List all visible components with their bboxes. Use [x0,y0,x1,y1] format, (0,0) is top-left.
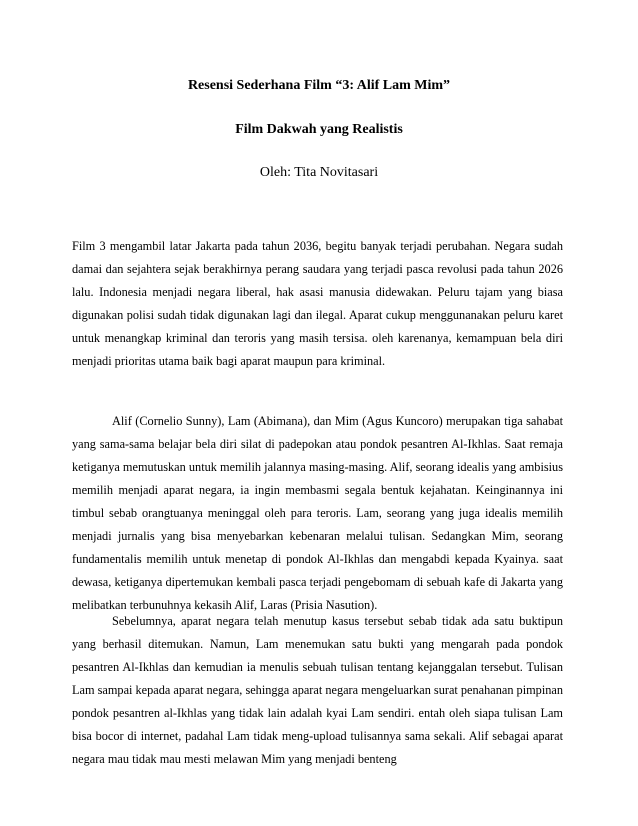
document-author: Oleh: Tita Novitasari [259,165,379,180]
paragraph-2: Alif (Cornelio Sunny), Lam (Abimana), dan Mim (Agus Kuncoro) merupakan tiga sahabat yang sama-sama belajar bela diri silat di padepokan atau pondok pesantren Al-Ikhlas. Saat remaja ketiganya memutuskan untuk memilih jalannya masing-masing. Alif, seorang idealis yang ambisius memilih menjadi aparat negara, ia ingin membasmi segala bentuk kejahatan. Keinginannya ini timbul sebab orangtuanya meninggal oleh para teroris. Lam, seorang yang juga idealis memilih menjadi jurnalis yang bisa menyebarkan kebenaran melalui tulisan. Sedangkan Mim, seorang fundamentalis memilih untuk menetap di pondok Al-Ikhlas dan mengabdi kepada Kyainya. saat dewasa, ketiganya dipertemukan kembali pasca terjadi pengebomam di sebuah kafe di Jakarta yang melibatkan terbunuhnya kekasih Alif, Laras (Prisia Nasution). [72,414,563,612]
document-subtitle: Film Dakwah yang Realistis [235,122,403,137]
document-title: Resensi Sederhana Film “3: Alif Lam Mim” [187,78,451,93]
paragraph-3: Sebelumnya, aparat negara telah menutup kasus tersebut sebab tidak ada satu buktipun yang berhasil ditemukan. Namun, Lam menemukan satu bukti yang mengarah pada pondok pesantren Al-Ikhlas dan kemudian ia menulis sebuah tulisan tentang kejanggalan tersebut. Tulisan Lam sampai kepada aparat negara, sehingga aparat negara mengeluarkan surat penahanan pimpinan pondok pesantren al-Ikhlas yang tidak lain adalah kyai Lam sendiri. entah oleh siapa tulisan Lam bisa bocor di internet, padahal Lam tidak meng-upload tulisannya sama sekali. Alif sebagai aparat negara mau tidak mau mesti melawan Mim yang menjadi benteng [72,614,563,766]
paragraph-1: Film 3 mengambil latar Jakarta pada tahun 2036, begitu banyak terjadi perubahan. Negara sudah damai dan sejahtera sejak berakhirnya perang saudara yang terjadi pasca revolusi pada tahun 2026 lalu. Indonesia menjadi negara liberal, hak asasi manusia didewakan. Peluru tajam yang biasa digunakan polisi sudah tidak digunakan lagi dan ilegal. Aparat cukup menggunanakan peluru karet untuk menangkap kriminal dan teroris yang masih tersisa. oleh karenanya, kemampuan bela diri menjadi prioritas utama baik bagi aparat maupun para kriminal. [72,239,563,368]
